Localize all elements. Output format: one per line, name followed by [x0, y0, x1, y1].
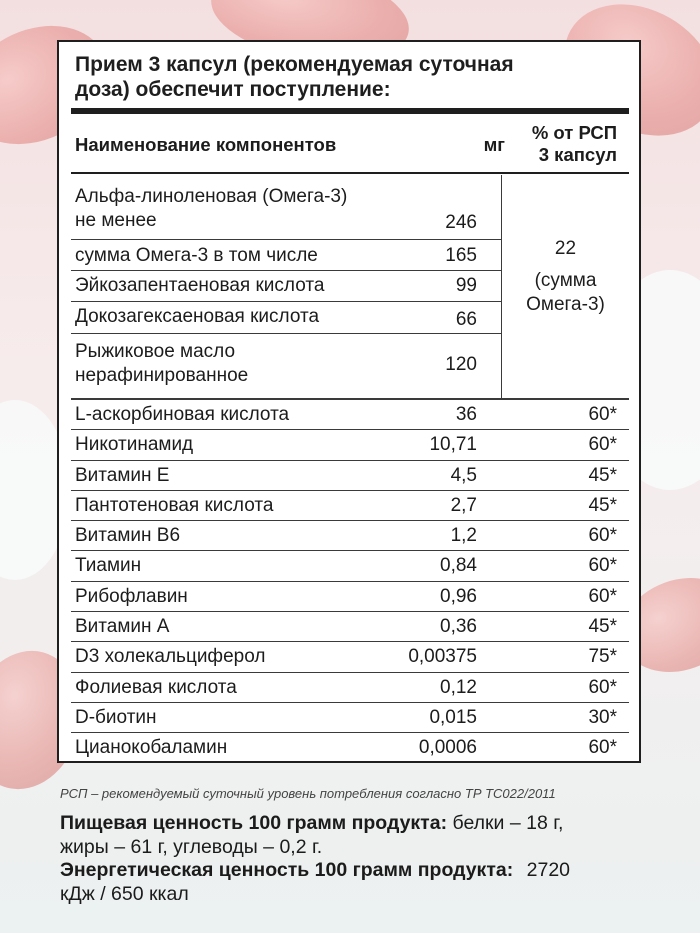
- table-row: [71, 673, 629, 703]
- omega-group: [71, 175, 629, 399]
- footnote: РСП – рекомендуемый суточный уровень потребления согласно ТР ТС022/2011: [60, 786, 556, 801]
- composition-card: [57, 40, 641, 763]
- component-name: Витамин Е: [75, 464, 170, 486]
- component-name: D3 холекальциферол: [75, 646, 266, 668]
- table-row: [71, 175, 501, 240]
- component-percent: 60*: [588, 555, 617, 577]
- component-name: Витамин А: [75, 616, 170, 638]
- component-mg: 36: [455, 404, 477, 425]
- component-mg: 4,5: [450, 464, 477, 486]
- food-value-text-2: жиры – 61 г, углеводы – 0,2 г.: [60, 835, 323, 858]
- component-percent: 45*: [588, 494, 617, 516]
- table-row: [71, 400, 629, 430]
- table-row: [71, 642, 629, 672]
- component-name: Витамин В6: [75, 525, 181, 547]
- component-name-line-2: не менее: [75, 210, 157, 231]
- component-name: Эйкозапентаеновая кислота: [75, 275, 325, 296]
- component-percent: 60*: [588, 525, 617, 547]
- component-mg: 10,71: [429, 434, 477, 456]
- card-heading: [75, 52, 627, 102]
- column-header-percent-line-1: % от РСП: [531, 122, 617, 143]
- energy-value-line-1: [60, 859, 660, 883]
- table-row: [71, 271, 501, 302]
- component-name: Рибофлавин: [75, 585, 188, 607]
- component-mg: 1,2: [450, 525, 477, 547]
- nutrition-info: [60, 812, 660, 906]
- component-name-line-2: нерафинированное: [75, 365, 249, 386]
- component-name: Докозагексаеновая кислота: [75, 306, 320, 327]
- table-row: [71, 430, 629, 460]
- component-percent: 60*: [588, 404, 617, 425]
- energy-value-text-2: кДж / 650 ккал: [60, 882, 189, 905]
- component-percent: 60*: [588, 585, 617, 607]
- component-mg: 246: [445, 212, 477, 233]
- component-percent: 45*: [588, 616, 617, 638]
- table-row: [71, 240, 501, 271]
- table-row: [71, 334, 501, 399]
- component-name: Никотинамид: [75, 434, 194, 456]
- component-percent: 60*: [588, 676, 617, 698]
- component-name: Фолиевая кислота: [75, 676, 237, 698]
- component-name-line-1: Рыжиковое масло: [75, 341, 236, 362]
- table-row: [71, 521, 629, 551]
- component-mg: 0,36: [440, 616, 477, 638]
- component-mg: 0,84: [440, 555, 477, 577]
- component-name-line-1: Альфа-линоленовая (Омега-3): [75, 186, 348, 207]
- vitamin-rows: [71, 400, 629, 764]
- component-mg: 0,12: [440, 676, 477, 698]
- heading-line-1: Прием 3 капсул (рекомендуемая суточная: [75, 53, 514, 76]
- component-percent: 60*: [588, 737, 617, 759]
- component-mg: 99: [455, 275, 477, 296]
- table-row: [71, 491, 629, 521]
- table-row: [71, 551, 629, 581]
- component-name: Тиамин: [75, 555, 142, 577]
- component-name: D-биотин: [75, 706, 157, 728]
- component-mg: 0,015: [429, 706, 477, 728]
- column-header-percent: [499, 122, 617, 166]
- component-mg: 0,0006: [418, 737, 477, 759]
- component-mg: 66: [455, 309, 477, 330]
- heading-line-2: доза) обеспечит поступление:: [75, 78, 391, 101]
- component-mg: 2,7: [450, 494, 477, 516]
- column-header-mg: мг: [483, 134, 505, 155]
- table-row: [71, 733, 629, 763]
- food-value-line-1: [60, 812, 660, 836]
- component-percent: 60*: [588, 434, 617, 456]
- header-divider: [71, 172, 629, 174]
- energy-value-label: Энергетическая ценность 100 грамм продукта:: [60, 859, 514, 881]
- omega-percent-note-line-1: (сумма: [534, 270, 597, 291]
- omega-percent-cell: [501, 175, 629, 399]
- component-percent: 30*: [588, 706, 617, 728]
- omega-percent-note-line-2: Омега-3): [526, 294, 605, 315]
- component-name: [75, 185, 347, 233]
- column-header-name: Наименование компонентов: [75, 134, 337, 155]
- table-row: [71, 582, 629, 612]
- column-header-percent-line-2: 3 капсул: [538, 144, 617, 165]
- omega-percent-value: 22: [554, 238, 577, 259]
- component-percent: 75*: [588, 646, 617, 668]
- heading-divider: [71, 108, 629, 114]
- component-name: L-аскорбиновая кислота: [75, 404, 290, 425]
- component-name: Пантотеновая кислота: [75, 494, 274, 516]
- component-mg: 0,96: [440, 585, 477, 607]
- component-name: Цианокобаламин: [75, 737, 228, 759]
- component-mg: 0,00375: [408, 646, 477, 668]
- food-value-label: Пищевая ценность 100 грамм продукта:: [60, 812, 448, 834]
- composition-table: [71, 175, 629, 764]
- component-percent: 45*: [588, 464, 617, 486]
- component-mg: 120: [445, 354, 477, 375]
- energy-value-text-1: 2720: [526, 859, 571, 881]
- food-value-text-1: белки – 18 г,: [452, 812, 564, 834]
- table-row: [71, 612, 629, 642]
- component-mg: 165: [445, 245, 477, 266]
- component-name: [75, 340, 248, 388]
- table-row: [71, 302, 501, 334]
- table-row: [71, 461, 629, 491]
- table-row: [71, 703, 629, 733]
- component-name: сумма Омега-3 в том числе: [75, 245, 318, 266]
